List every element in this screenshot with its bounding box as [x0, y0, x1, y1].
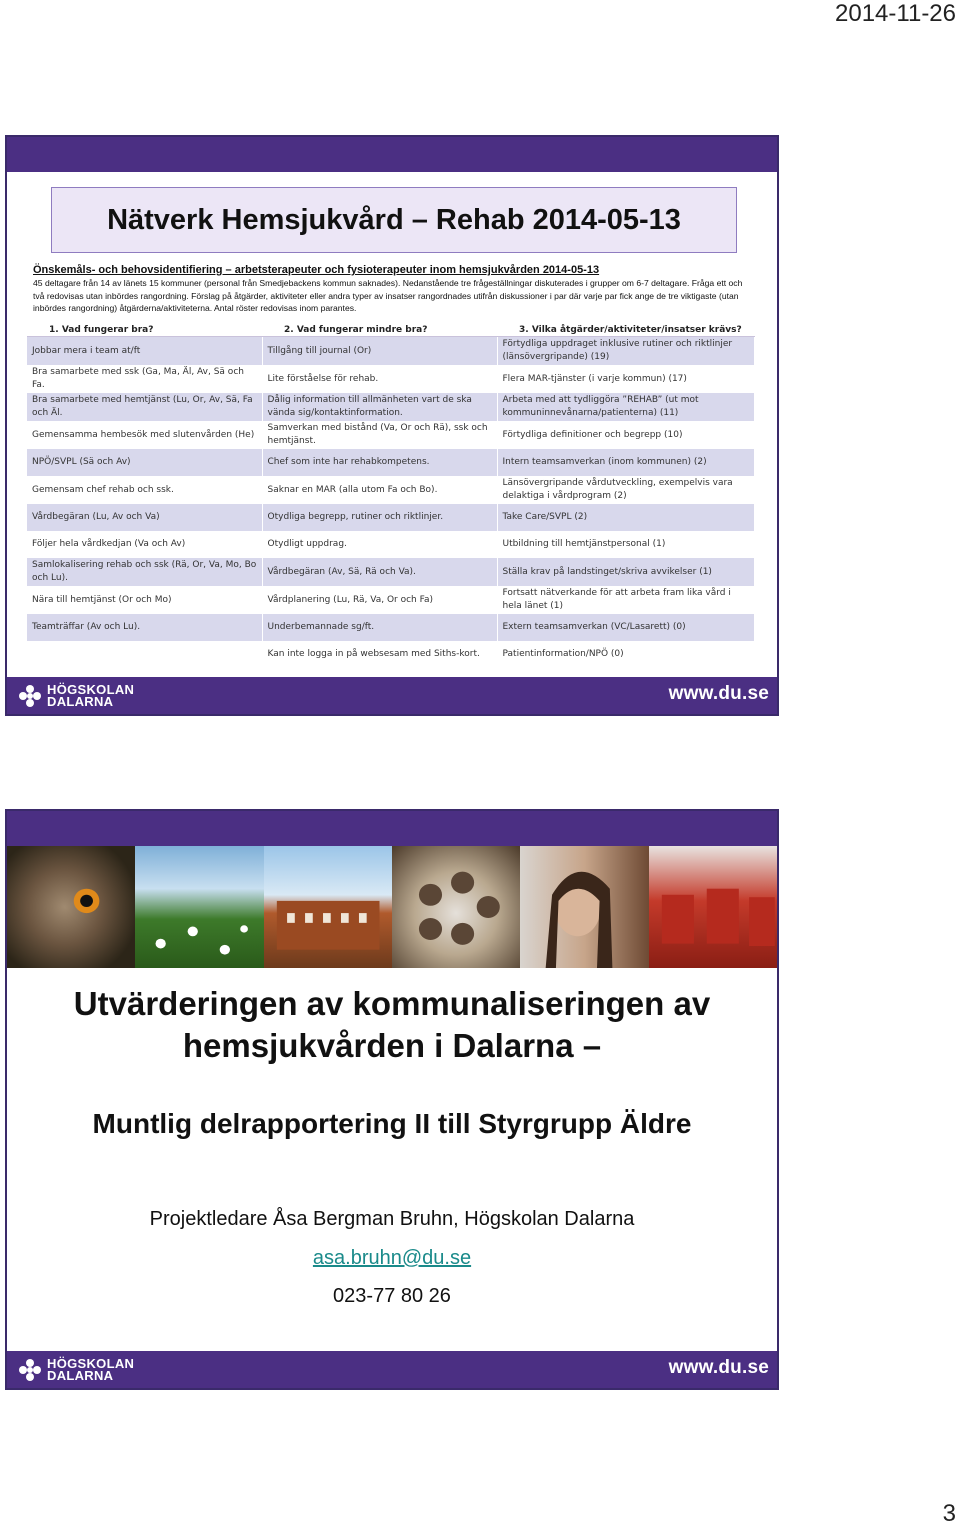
contact-phone: 023-77 80 26	[333, 1285, 451, 1307]
table-cell: Lite förståelse för rehab.	[262, 365, 497, 393]
table-cell: Otydliga begrepp, rutiner och riktlinjer.	[262, 504, 497, 531]
column-header: 2. Vad fungerar mindre bra?	[262, 323, 497, 337]
footer-site-url[interactable]: www.du.se	[668, 1357, 769, 1378]
slide-title: Nätverk Hemsjukvård – Rehab 2014-05-13	[107, 203, 681, 236]
table-cell: Förtydliga definitioner och begrepp (10)	[497, 421, 754, 449]
slide-top-bar	[7, 137, 777, 172]
project-leader: Projektledare Åsa Bergman Bruhn, Högskolan Dalarna	[149, 1208, 635, 1230]
intro-heading: Önskemåls- och behovsidentifiering – arbetsterapeuter och fysioterapeuter inom hemsjukvården 2014-05-13	[33, 264, 600, 276]
table-cell: Arbeta med att tydliggöra ”REHAB” (ut mot kommuninnevånarna/patienterna) (11)	[497, 393, 754, 421]
table-cell: Vårdplanering (Lu, Rä, Va, Or och Fa)	[262, 586, 497, 614]
table-cell: Nära till hemtjänst (Or och Mo)	[27, 586, 262, 614]
flowers-photo	[135, 846, 263, 968]
slide-title-box	[51, 187, 737, 253]
table-cell	[27, 641, 262, 668]
table-cell: Saknar en MAR (alla utom Fa och Bo).	[262, 476, 497, 504]
slide-footer	[7, 677, 777, 714]
slide2-title	[7, 983, 777, 1067]
table-cell: Take Care/SVPL (2)	[497, 504, 754, 531]
table-cell: Bra samarbete med ssk (Ga, Ma, Äl, Av, Sä och Fa.	[27, 365, 262, 393]
table-cell: Samverkan med bistånd (Va, Or och Rä), ssk och hemtjänst.	[262, 421, 497, 449]
table-cell: Fortsatt nätverkande för att arbeta fram lika vård i hela länet (1)	[497, 586, 754, 614]
footer-site-url[interactable]: www.du.se	[668, 683, 769, 704]
email-link[interactable]: asa.bruhn@du.se	[312, 1247, 472, 1269]
table-row	[27, 365, 754, 393]
students-circle-photo	[392, 846, 520, 968]
table-row	[27, 504, 754, 531]
table-cell: Underbemannade sg/ft.	[262, 614, 497, 641]
slide-network-rehab	[5, 135, 779, 716]
survey-table	[27, 323, 755, 668]
page-number: 3	[942, 1500, 956, 1527]
logo-mark-icon	[17, 1357, 43, 1383]
table-cell: Gemensam chef rehab och ssk.	[27, 476, 262, 504]
woman-portrait-photo	[520, 846, 648, 968]
table-cell: Extern teamsamverkan (VC/Lasarett) (0)	[497, 614, 754, 641]
logo-line2: DALARNA	[47, 694, 114, 709]
slide-footer	[7, 1351, 777, 1388]
slide-top-bar	[7, 811, 777, 846]
slide2-title-line1: Utvärderingen av kommunaliseringen av	[73, 985, 711, 1022]
table-row	[27, 531, 754, 558]
campus-building-photo	[264, 846, 392, 968]
table-cell: Utbildning till hemtjänstpersonal (1)	[497, 531, 754, 558]
table-cell: Teamträffar (Av och Lu).	[27, 614, 262, 641]
table-cell: Ställa krav på landstinget/skriva avvikelser (1)	[497, 558, 754, 586]
table-cell: Tillgång till journal (Or)	[262, 337, 497, 366]
dala-horses-photo	[649, 846, 777, 968]
table-cell: Vårdbegäran (Av, Sä, Rä och Va).	[262, 558, 497, 586]
table-cell: Vårdbegäran (Lu, Av och Va)	[27, 504, 262, 531]
slide2-title-line2: hemsjukvården i Dalarna –	[182, 1027, 602, 1064]
table-cell: Patientinformation/NPÖ (0)	[497, 641, 754, 668]
table-cell: Länsövergripande vårdutveckling, exempelvis vara delaktiga i vårdprogram (2)	[497, 476, 754, 504]
table-cell: Chef som inte har rehabkompetens.	[262, 449, 497, 476]
table-row	[27, 421, 754, 449]
logo-line2: DALARNA	[47, 1368, 114, 1383]
table-cell: Intern teamsamverkan (inom kommunen) (2)	[497, 449, 754, 476]
hogskolan-dalarna-logo	[17, 1355, 134, 1385]
table-row	[27, 393, 754, 421]
table-cell: Samlokalisering rehab och ssk (Rä, Or, Va, Mo, Bo och Lu).	[27, 558, 262, 586]
table-row	[27, 586, 754, 614]
table-cell: Dålig information till allmänheten vart de ska vända sig/kontaktinformation.	[262, 393, 497, 421]
table-row	[27, 449, 754, 476]
table-row	[27, 614, 754, 641]
table-row	[27, 558, 754, 586]
intro-paragraph: 45 deltagare från 14 av länets 15 kommuner (personal från Smedjebackens kommun saknades). Nedanstående tre frågeställningar diskuterades i grupper om 6-7 deltagare. Fråga ett och två redovisas utan inbördes rangordning. Förslag på åtgärder, aktiviteter eller andra typer av insatser rangordnades utifrån diskussioner i par där varje par fick ange de tre viktigaste (utan inbördes rangordning) åtgärderna/aktiviteterna. Antal röster redovisas inom parantes.	[33, 278, 743, 313]
contact-email	[7, 1247, 777, 1270]
slide2-subtitle: Muntlig delrapportering II till Styrgrupp Äldre	[92, 1108, 692, 1139]
table-cell: Bra samarbete med hemtjänst (Lu, Or, Av, Sä, Fa och Äl.	[27, 393, 262, 421]
logo-line1: HÖGSKOLAN	[47, 1356, 135, 1371]
table-cell: Följer hela vårdkedjan (Va och Av)	[27, 531, 262, 558]
table-row	[27, 641, 754, 668]
owl-photo	[7, 846, 135, 968]
column-header: 1. Vad fungerar bra?	[27, 323, 262, 337]
table-cell: Gemensamma hembesök med slutenvården (He)	[27, 421, 262, 449]
hogskolan-dalarna-logo	[17, 681, 134, 711]
table-cell: Kan inte logga in på websesam med Siths-kort.	[262, 641, 497, 668]
table-cell: Otydligt uppdrag.	[262, 531, 497, 558]
logo-line1: HÖGSKOLAN	[47, 682, 135, 697]
logo-mark-icon	[17, 683, 43, 709]
photo-strip	[7, 846, 777, 968]
table-cell: Flera MAR-tjänster (i varje kommun) (17)	[497, 365, 754, 393]
table-cell: Förtydliga uppdraget inklusive rutiner och riktlinjer (länsövergripande) (19)	[497, 337, 754, 366]
page-date: 2014-11-26	[835, 0, 956, 27]
table-cell: NPÖ/SVPL (Sä och Av)	[27, 449, 262, 476]
table-row	[27, 476, 754, 504]
intro-text	[33, 264, 753, 315]
column-header: 3. Vilka åtgärder/aktiviteter/insatser krävs?	[497, 323, 754, 337]
table-row	[27, 337, 754, 366]
table-cell: Jobbar mera i team at/ft	[27, 337, 262, 366]
slide-evaluation-title	[5, 809, 779, 1390]
